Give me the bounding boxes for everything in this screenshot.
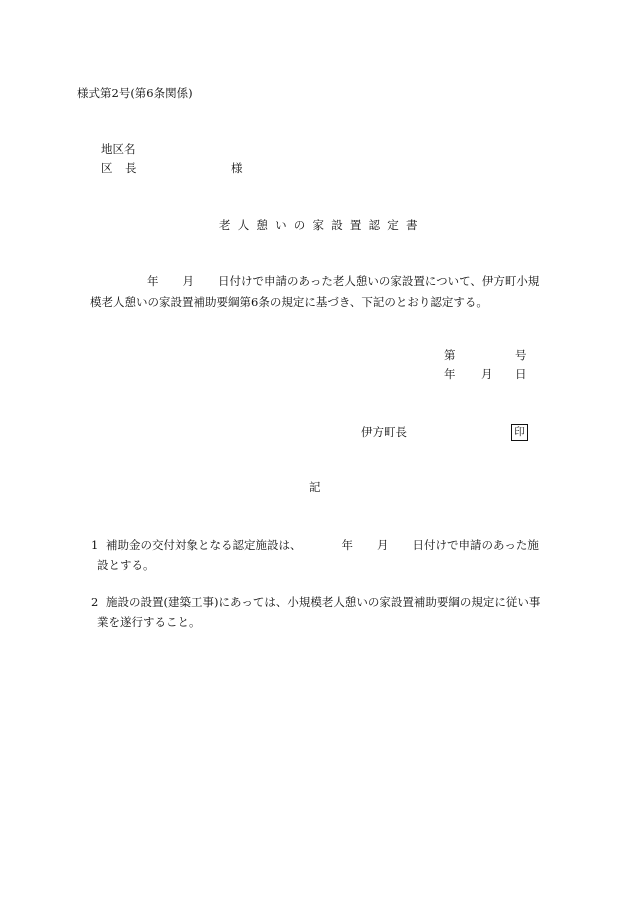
date-month: 月	[481, 367, 493, 381]
body-line-1-text: 日付けで申請のあった老人憩いの家設置について、伊方町小規	[218, 274, 540, 288]
area-name-label: 地区名	[101, 142, 136, 156]
ki-heading: 記	[309, 480, 321, 494]
document-number-prefix: 第	[444, 348, 456, 362]
body-year: 年	[147, 274, 159, 288]
chief-char-2: 長	[125, 161, 137, 175]
document-title: 老人憩いの家設置認定書	[219, 218, 425, 232]
seal-char: 印	[514, 426, 525, 439]
date-year: 年	[444, 367, 456, 381]
body-line-2: 模老人憩いの家設置補助要綱第6条の規定に基づき、下記のとおり認定する。	[90, 295, 488, 309]
item-1-year: 年	[341, 538, 353, 552]
item-1-line-2: 設とする。	[97, 558, 155, 572]
date-day: 日	[515, 367, 527, 381]
chief-char-1: 区	[101, 161, 113, 175]
item-1-post: 日付けで申請のあった施	[412, 538, 539, 552]
item-1-pre: 補助金の交付対象となる認定施設は、	[106, 538, 302, 552]
body-line-1	[147, 276, 539, 288]
item-2-line-2: 業を遂行すること。	[97, 615, 201, 629]
item-1-line-1	[106, 540, 539, 552]
seal-box	[511, 424, 528, 441]
honorific: 様	[231, 161, 243, 175]
item-1-month: 月	[377, 538, 389, 552]
form-number: 様式第2号(第6条関係)	[77, 86, 193, 100]
body-month: 月	[182, 274, 194, 288]
issuer-title: 伊方町長	[361, 425, 407, 439]
item-1-number: 1	[91, 538, 99, 552]
document-number-suffix: 号	[515, 348, 527, 362]
item-2-number: 2	[91, 595, 99, 609]
item-2-line-1: 施設の設置(建築工事)にあっては、小規模老人憩いの家設置補助要綱の規定に従い事	[106, 595, 541, 609]
